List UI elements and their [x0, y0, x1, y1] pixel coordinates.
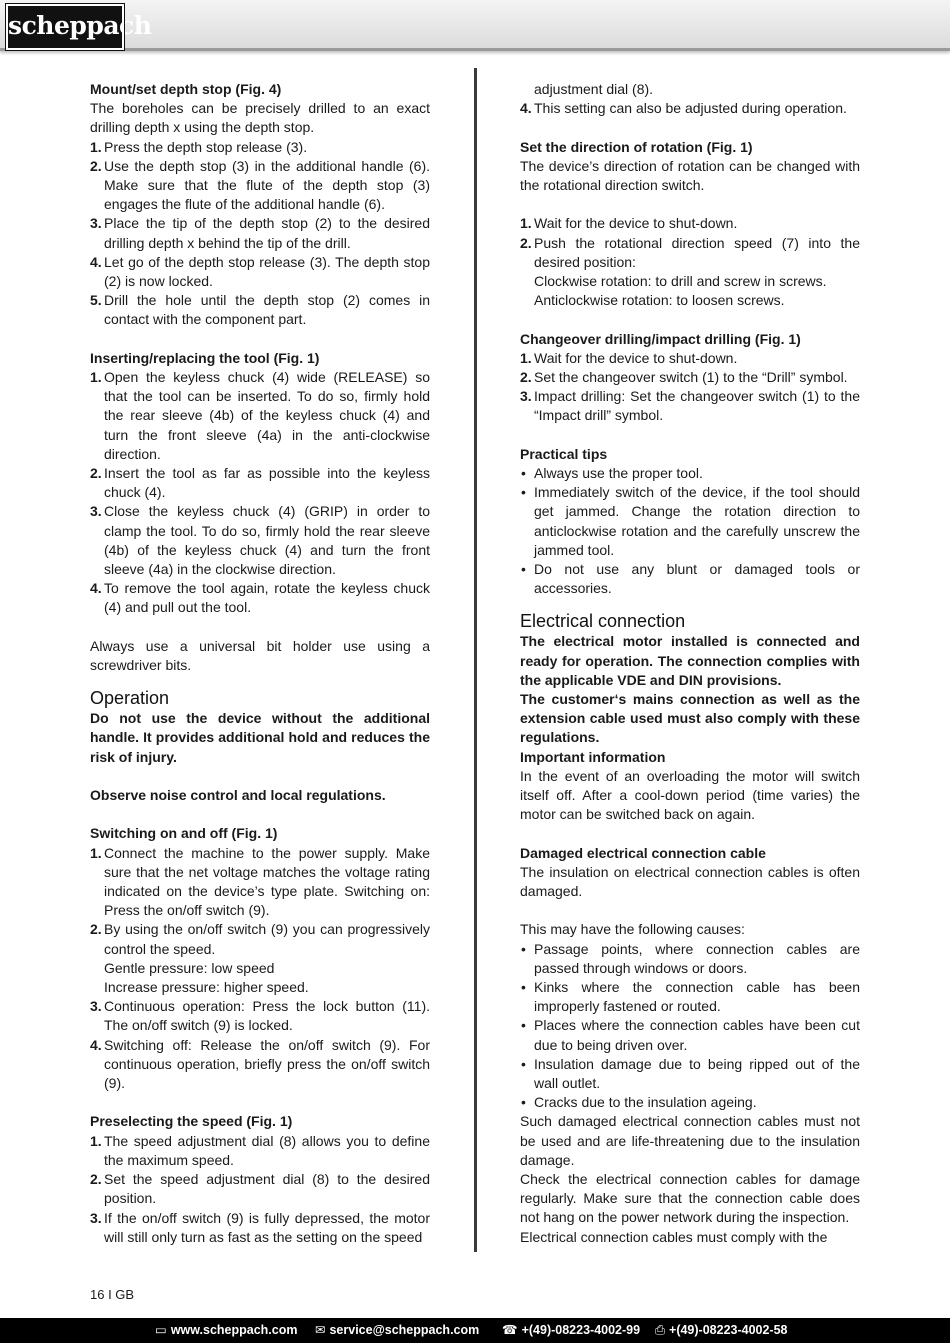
- speed-steps-continued: [520, 80, 860, 118]
- causes-intro: This may have the following causes:: [520, 921, 745, 938]
- list-item: 3. Place the tip of the depth stop (2) to the desired drilling depth x behind the tip of the drill.: [90, 215, 430, 251]
- header-bar: [0, 0, 950, 51]
- scheppach-logo: scheppach: [6, 4, 124, 50]
- footer-fax: ⎙ +(49)-08223-4002-58: [655, 1323, 788, 1337]
- rotation-heading: Set the direction of rotation (Fig. 1): [520, 138, 753, 155]
- list-item: 1. Open the keyless chuck (4) wide (RELEASE) so that the tool can be inserted. To do so, firmly hold the rear sleeve (4b) of the keyless chuck (4) and turn the front sleeve (4a) in the anti-clockwise direction.: [90, 369, 430, 462]
- computer-icon: ▭: [155, 1323, 167, 1337]
- footer-phone: ☎ +(49)-08223-4002-99: [502, 1323, 641, 1337]
- rotation-intro: The device’s direction of rotation can be changed with the rotational direction switch.: [520, 157, 860, 193]
- list-item: 4. Let go of the depth stop release (3). The depth stop (2) is now locked.: [90, 253, 430, 290]
- list-item: • Immediately switch of the device, if the tool should get jammed. Change the rotation direction to anticlockwise rotation and the carefully unscrew the jammed tool.: [521, 484, 860, 558]
- list-item: • Do not use any blunt or damaged tools or accessories.: [521, 561, 860, 597]
- changeover-steps: [520, 349, 860, 426]
- list-item: 5. Drill the hole until the depth stop (2) comes in contact with the component part.: [90, 292, 430, 328]
- damaged-text-2: Check the electrical connection cables for damage regularly. Make sure that the connection cable does not hang on the power network during the inspection.: [520, 1171, 860, 1226]
- list-item: 2. Use the depth stop (3) in the additional handle (6). Make sure that the flute of the depth stop (3) engages the flute of the additional handle (6).: [90, 157, 430, 213]
- tips-heading: Practical tips: [520, 445, 608, 462]
- tool-heading: Inserting/replacing the tool (Fig. 1): [90, 349, 320, 366]
- list-item: • Kinks where the connection cable has been improperly fastened or routed.: [521, 979, 860, 1015]
- list-item: 1. Press the depth stop release (3).: [90, 138, 308, 155]
- tips-list: [520, 464, 860, 598]
- damaged-heading: Damaged electrical connection cable: [520, 844, 766, 861]
- list-item: 2. Set the speed adjustment dial (8) to the desired position.: [90, 1171, 430, 1207]
- list-item: • Cracks due to the insulation ageing.: [521, 1094, 757, 1111]
- noise-note: Observe noise control and local regulations.: [90, 787, 386, 804]
- list-item: 1. Wait for the device to shut-down.: [520, 215, 738, 232]
- left-column: [90, 80, 430, 1247]
- list-item: 2. Push the rotational direction speed (7) into the desired position: Clockwise rotation: to drill and screw in screws. Anticlockwise rotation: to loosen screws.: [520, 234, 860, 309]
- changeover-heading: Changeover drilling/impact drilling (Fig. 1): [520, 330, 801, 347]
- depth-stop-heading: Mount/set depth stop (Fig. 4): [90, 81, 282, 97]
- footer-email[interactable]: ✉ service@scheppach.com: [315, 1323, 480, 1337]
- speed-steps: [90, 1132, 430, 1247]
- operation-warning: Do not use the device without the additional handle. It provides additional hold and reduces the risk of injury.: [90, 710, 430, 765]
- list-item: • Passage points, where connection cables are passed through windows or doors.: [521, 940, 860, 976]
- speed-heading: Preselecting the speed (Fig. 1): [90, 1113, 293, 1130]
- tool-steps: [90, 368, 430, 618]
- list-item: 3. Close the keyless chuck (4) (GRIP) in order to clamp the tool. To do so, firmly hold the rear sleeve (4b) of the keyless chuck (4) and turn the front sleeve (4a) in the clockwise direction.: [90, 503, 430, 578]
- bit-holder-note: Always use a universal bit holder use using a screwdriver bits.: [90, 637, 430, 674]
- list-item: 1. The speed adjustment dial (8) allows you to define the maximum speed.: [90, 1132, 430, 1168]
- list-item: 4. To remove the tool again, rotate the keyless chuck (4) and pull out the tool.: [90, 580, 430, 616]
- list-item: 2. Insert the tool as far as possible into the keyless chuck (4).: [90, 465, 430, 501]
- switching-steps: [90, 844, 430, 1094]
- footer-bar: [0, 1318, 950, 1343]
- list-item: 4. Switching off: Release the on/off switch (9). For continuous operation, briefly press the on/off switch (9).: [90, 1036, 430, 1092]
- depth-stop-intro: The boreholes can be precisely drilled to an exact drilling depth x using the depth stop.: [90, 100, 430, 136]
- list-item: 2. By using the on/off switch (9) you can progressively control the speed. Gentle pressure: low speed Increase pressure: higher speed.: [90, 921, 430, 996]
- switching-heading: Switching on and off (Fig. 1): [90, 825, 278, 842]
- electrical-bold-2: The customer‘s mains connection as well as the extension cable used must also comply with these regulations.: [520, 691, 860, 746]
- important-heading: Important information: [520, 748, 666, 765]
- list-item: 4. This setting can also be adjusted during operation.: [520, 100, 847, 117]
- phone-icon: ☎: [502, 1323, 518, 1337]
- page-number: 16 I GB: [90, 1287, 135, 1302]
- operation-heading: Operation: [90, 688, 170, 709]
- footer-website[interactable]: ▭ www.scheppach.com: [155, 1323, 298, 1337]
- causes-list: [520, 940, 860, 1113]
- list-item: • Places where the connection cables have been cut due to being driven over.: [521, 1017, 860, 1053]
- damaged-text-1: Such damaged electrical connection cables must not be used and are life-threatening due to the insulation damage.: [520, 1113, 860, 1168]
- list-item: adjustment dial (8).: [534, 81, 654, 97]
- list-item: 1. Connect the machine to the power supply. Make sure that the net voltage matches the voltage rating indicated on the device’s type plate. Switching on: Press the on/off switch (9).: [90, 844, 430, 919]
- list-item: 2. Set the changeover switch (1) to the “Drill” symbol.: [520, 369, 848, 385]
- list-item: 3. Continuous operation: Press the lock button (11). The on/off switch (9) is locked.: [90, 998, 430, 1034]
- list-item: • Always use the proper tool.: [521, 465, 703, 481]
- damaged-text-3: Electrical connection cables must comply with the: [520, 1228, 828, 1245]
- column-divider: [474, 68, 477, 1252]
- important-text: In the event of an overloading the motor will switch itself off. After a cool-down period (time varies) the motor can be switched back on again.: [520, 767, 860, 823]
- list-item: 3. If the on/off switch (9) is fully depressed, the motor will still only turn as fast as the setting on the speed: [90, 1209, 430, 1245]
- list-item: 1. Wait for the device to shut-down.: [520, 349, 738, 366]
- fax-icon: ⎙: [655, 1323, 666, 1337]
- mail-icon: ✉: [315, 1323, 326, 1337]
- electrical-bold-1: The electrical motor installed is connected and ready for operation. The connection complies with the applicable VDE and DIN provisions.: [520, 633, 860, 688]
- rotation-steps: [520, 214, 860, 310]
- list-item: 3. Impact drilling: Set the changeover switch (1) to the “Impact drill” symbol.: [520, 388, 860, 424]
- depth-stop-steps: [90, 138, 430, 330]
- damaged-intro: The insulation on electrical connection cables is often damaged.: [520, 863, 860, 900]
- electrical-heading: Electrical connection: [520, 611, 686, 632]
- list-item: • Insulation damage due to being ripped out of the wall outlet.: [521, 1055, 860, 1092]
- right-column: [520, 80, 860, 1247]
